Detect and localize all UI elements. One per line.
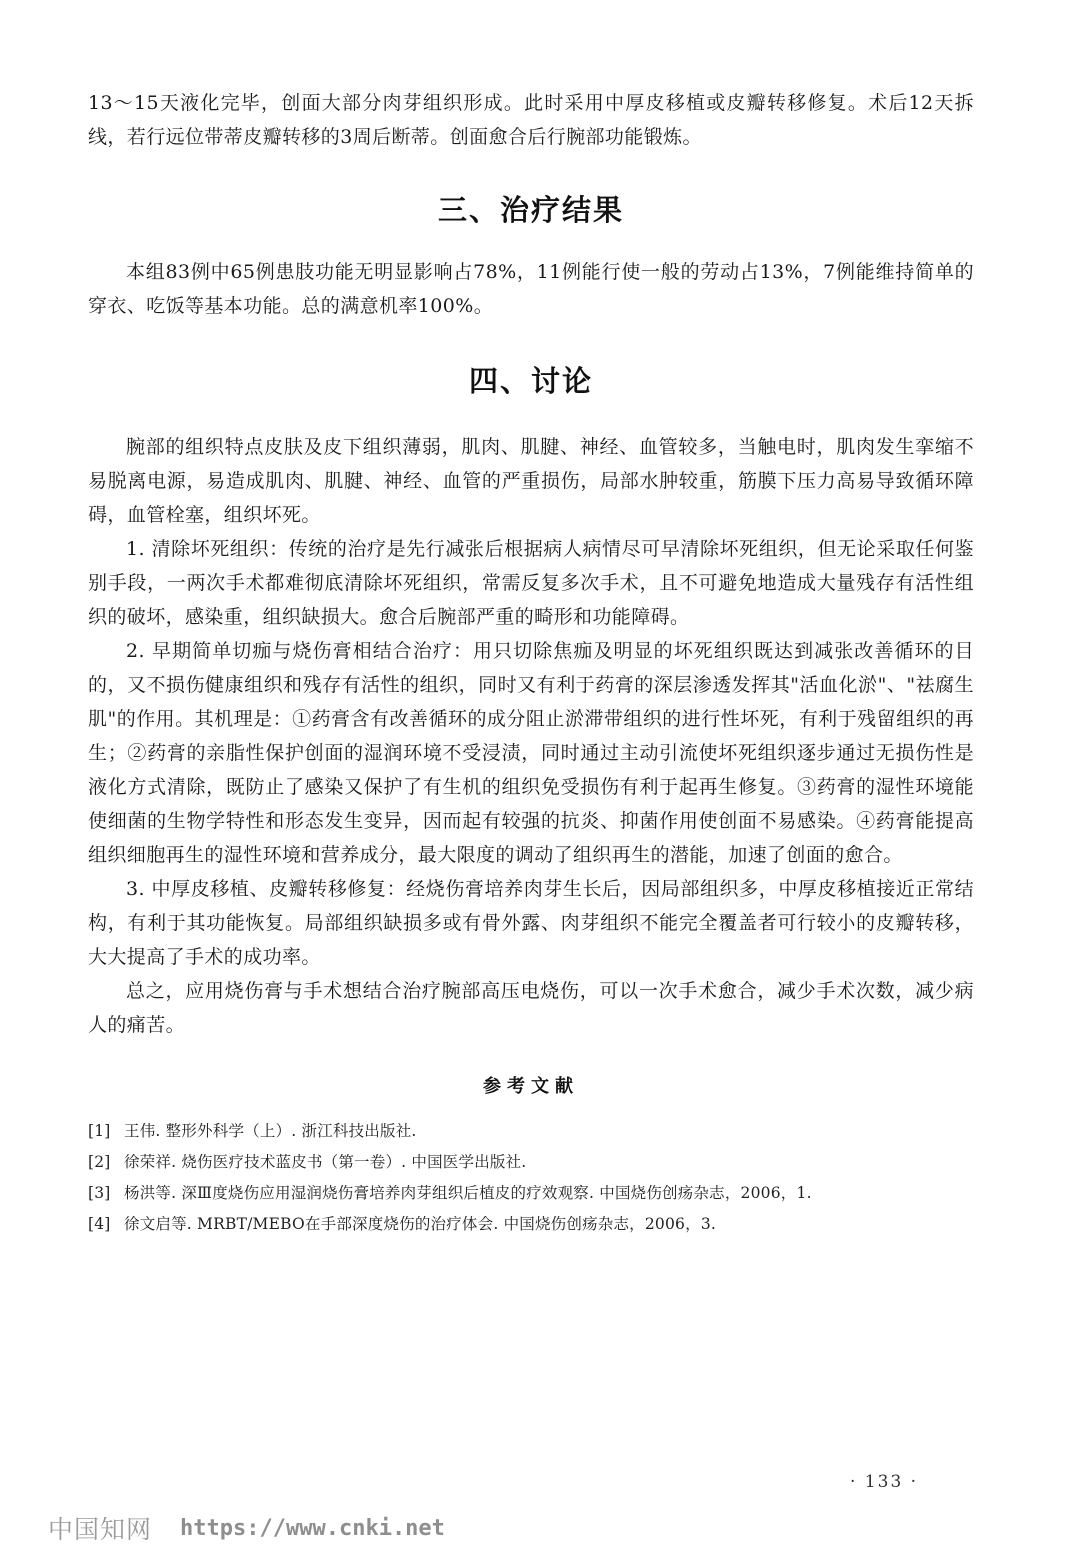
reference-number: [1] bbox=[88, 1122, 111, 1140]
results-paragraph: 本组83例中65例患肢功能无明显影响占78%，11例能行使一般的劳动占13%，7例能维持简单的穿衣、吃饭等基本功能。总的满意机率100%。 bbox=[88, 261, 974, 317]
discussion-paragraph-2: 2. 早期简单切痂与烧伤膏相结合治疗：用只切除焦痂及明显的坏死组织既达到减张改善循环的目的，又不损伤健康组织和残存有活性的组织，同时又有利于药膏的深层渗透发挥其"活血化淤"、"祛腐生肌"的作用。其机理是：①药膏含有改善循环的成分阻止淤滞带组织的进行性坏死，有利于残留组织的再生；②药膏的亲脂性保护创面的湿润环境不受浸渍，同时通过主动引流使坏死组织逐步通过无损伤性是液化方式清除，既防止了感染又保护了有生机的组织免受损伤有利于起再生修复。③药膏的湿性环境能使细菌的生物学特性和形态发生变异，因而起有较强的抗炎、抑菌作用使创面不易感染。④药膏能提高组织细胞再生的湿性环境和营养成分，最大限度的调动了组织再生的潜能，加速了创面的愈合。 bbox=[88, 640, 974, 866]
cnki-url[interactable]: https://www.cnki.net bbox=[180, 1515, 445, 1541]
reference-text: 徐荣祥. 烧伤医疗技术蓝皮书（第一卷）. 中国医学出版社. bbox=[124, 1153, 527, 1171]
reference-number: [4] bbox=[88, 1215, 111, 1233]
cnki-brand: 中国知网 bbox=[48, 1515, 153, 1544]
page-content bbox=[88, 86, 974, 1240]
reference-item bbox=[88, 1116, 974, 1147]
discussion-paragraph-intro: 腕部的组织特点皮肤及皮下组织薄弱，肌肉、肌腱、神经、血管较多，当触电时，肌肉发生挛缩不易脱离电源，易造成肌肉、肌腱、神经、血管的严重损伤，局部水肿较重，筋膜下压力高易导致循环障碍，血管栓塞，组织坏死。 bbox=[88, 436, 974, 526]
reference-text: 杨洪等. 深Ⅲ度烧伤应用湿润烧伤膏培养肉芽组织后植皮的疗效观察. 中国烧伤创疡杂志，2006，1. bbox=[124, 1184, 812, 1202]
intro-paragraph: 13～15天液化完毕，创面大部分肉芽组织形成。此时采用中厚皮移植或皮瓣转移修复。术后12天拆线，若行远位带蒂皮瓣转移的3周后断蒂。创面愈合后行腕部功能锻炼。 bbox=[88, 92, 974, 148]
watermark-footer bbox=[48, 1508, 445, 1548]
references-heading: 参考文献 bbox=[483, 1076, 579, 1097]
reference-text: 徐文启等. MRBT/MEBO在手部深度烧伤的治疗体会. 中国烧伤创疡杂志，2006，3. bbox=[124, 1215, 717, 1233]
discussion-paragraph-1: 1. 清除坏死组织：传统的治疗是先行减张后根据病人病情尽可早清除坏死组织，但无论采取任何鉴别手段，一两次手术都难彻底清除坏死组织，常需反复多次手术，且不可避免地造成大量残存有活性组织的破坏，感染重，组织缺损大。愈合后腕部严重的畸形和功能障碍。 bbox=[88, 538, 974, 628]
section-heading-results: 三、治疗结果 bbox=[437, 193, 624, 227]
reference-number: [2] bbox=[88, 1153, 111, 1171]
reference-item bbox=[88, 1178, 974, 1209]
reference-number: [3] bbox=[88, 1184, 111, 1202]
discussion-paragraph-conclusion: 总之，应用烧伤膏与手术想结合治疗腕部高压电烧伤，可以一次手术愈合，减少手术次数，减少病人的痛苦。 bbox=[88, 980, 974, 1036]
section-heading-discussion: 四、讨论 bbox=[468, 364, 593, 398]
page-number: · 133 · bbox=[850, 1472, 919, 1492]
reference-item bbox=[88, 1209, 974, 1240]
reference-item bbox=[88, 1147, 974, 1178]
reference-text: 王伟. 整形外科学（上）. 浙江科技出版社. bbox=[124, 1122, 417, 1140]
discussion-paragraph-3: 3. 中厚皮移植、皮瓣转移修复：经烧伤膏培养肉芽生长后，因局部组织多，中厚皮移植接近正常结构，有利于其功能恢复。局部组织缺损多或有骨外露、肉芽组织不能完全覆盖者可行较小的皮瓣转移，大大提高了手术的成功率。 bbox=[88, 878, 974, 968]
reference-list bbox=[88, 1116, 974, 1240]
